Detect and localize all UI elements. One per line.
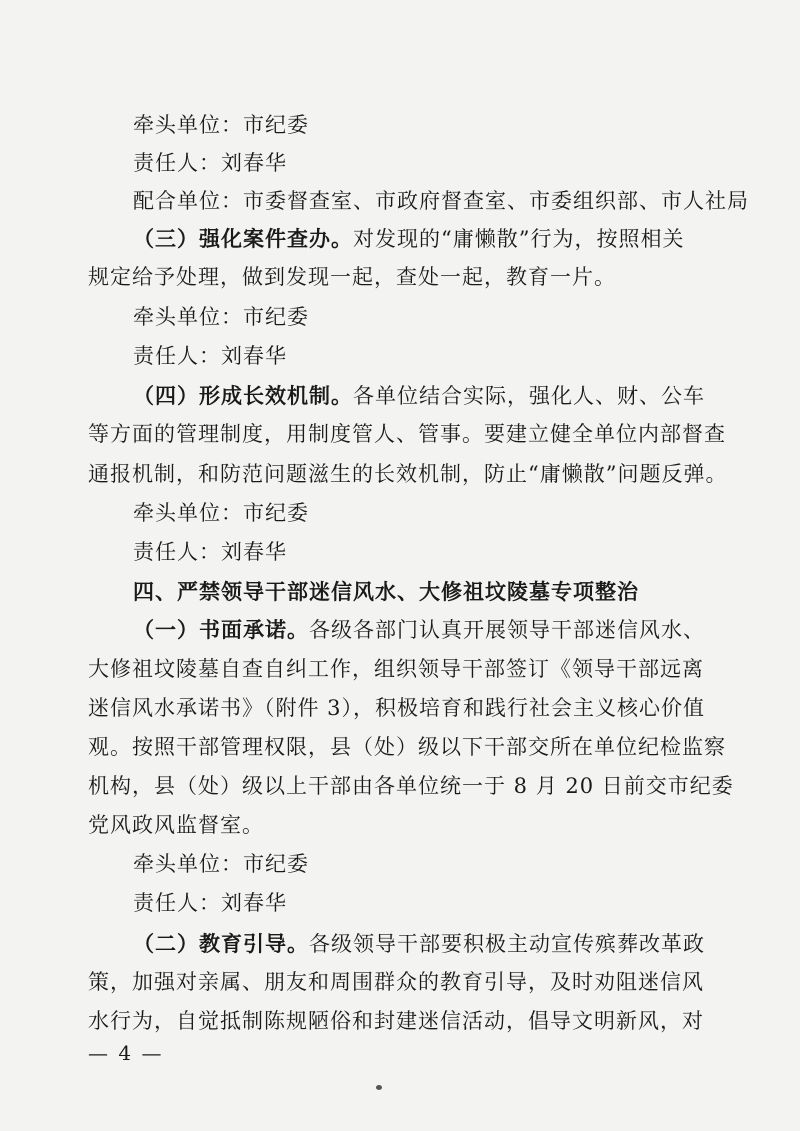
paragraph-line: 等方面的管理制度，用制度管人、管事。要建立健全单位内部督查 — [88, 422, 726, 446]
responsible-person-value: 刘春华 — [221, 540, 287, 564]
responsible-person-value: 刘春华 — [221, 344, 287, 368]
responsible-person-label: 责任人： — [133, 151, 221, 175]
paragraph-line: 大修祖坟陵墓自查自纠工作，组织领导干部签订《领导干部远离 — [88, 657, 704, 681]
lead-unit-line — [133, 110, 733, 140]
paragraph-line: 规定给予处理，做到发现一起，查处一起，教育一片。 — [88, 265, 616, 289]
lead-unit-line — [133, 302, 733, 332]
lead-unit-line — [133, 498, 733, 528]
lead-unit-value: 市纪委 — [243, 852, 309, 876]
responsible-person-label: 责任人： — [133, 891, 221, 915]
lead-unit-value: 市纪委 — [243, 501, 309, 525]
responsible-person-value: 刘春华 — [221, 891, 287, 915]
paragraph-line: 策，加强对亲属、朋友和周围群众的教育引导，及时劝阻迷信风 — [88, 970, 704, 994]
responsible-person-label: 责任人： — [133, 540, 221, 564]
paragraph-line — [133, 224, 733, 254]
lead-unit-label: 牵头单位： — [133, 113, 243, 137]
responsible-person-value: 刘春华 — [221, 151, 287, 175]
lead-unit-label: 牵头单位： — [133, 852, 243, 876]
responsible-person-label: 责任人： — [133, 344, 221, 368]
section-heading: （四）形成长效机制。 — [133, 383, 353, 408]
paragraph-line: 迷信风水承诺书》（附件 3），积极培育和践行社会主义核心价值 — [88, 696, 706, 720]
responsible-person-line — [133, 537, 733, 567]
paragraph-line: 观。按照干部管理权限，县（处）级以下干部交所在单位纪检监察 — [88, 735, 726, 759]
lead-unit-value: 市纪委 — [243, 305, 309, 329]
page-number: — 4 — — [88, 1041, 164, 1065]
responsible-person-line — [133, 341, 733, 371]
responsible-person-line — [133, 888, 733, 918]
paragraph-line: 通报机制，和防范问题滋生的长效机制，防止“庸懒散”问题反弹。 — [88, 462, 728, 486]
paragraph-text: 各级领导干部要积极主动宣传殡葬改革政 — [309, 932, 705, 956]
paragraph-line — [133, 929, 733, 959]
paragraph-text: 对发现的“庸懒散”行为，按照相关 — [353, 227, 685, 251]
paragraph-text: 各级各部门认真开展领导干部迷信风水、 — [309, 618, 705, 642]
paragraph-line: 党风政风监督室。 — [88, 813, 264, 837]
lead-unit-label: 牵头单位： — [133, 305, 243, 329]
scan-speck — [376, 1085, 382, 1090]
cooperating-units-value: 市委督查室、市政府督查室、市委组织部、市人社局 — [243, 189, 749, 213]
paragraph-line — [133, 615, 733, 645]
chapter-heading: 四、严禁领导干部迷信风水、大修祖坟陵墓专项整治 — [133, 580, 639, 604]
section-heading: （二）教育引导。 — [133, 931, 309, 956]
cooperating-units-label: 配合单位： — [133, 189, 243, 213]
paragraph-line: 机构，县（处）级以上干部由各单位统一于 8 月 20 日前交市纪委 — [88, 774, 734, 798]
section-heading: （一）书面承诺。 — [133, 617, 309, 642]
paragraph-line: 水行为，自觉抵制陈规陋俗和封建迷信活动，倡导文明新风，对 — [88, 1009, 704, 1033]
section-heading: （三）强化案件查办。 — [133, 226, 353, 251]
paragraph-text: 各单位结合实际，强化人、财、公车 — [353, 384, 705, 408]
paragraph-line — [133, 381, 733, 411]
lead-unit-line — [133, 849, 733, 879]
responsible-person-line — [133, 148, 733, 178]
lead-unit-value: 市纪委 — [243, 113, 309, 137]
lead-unit-label: 牵头单位： — [133, 501, 243, 525]
cooperating-units-line — [133, 186, 749, 216]
